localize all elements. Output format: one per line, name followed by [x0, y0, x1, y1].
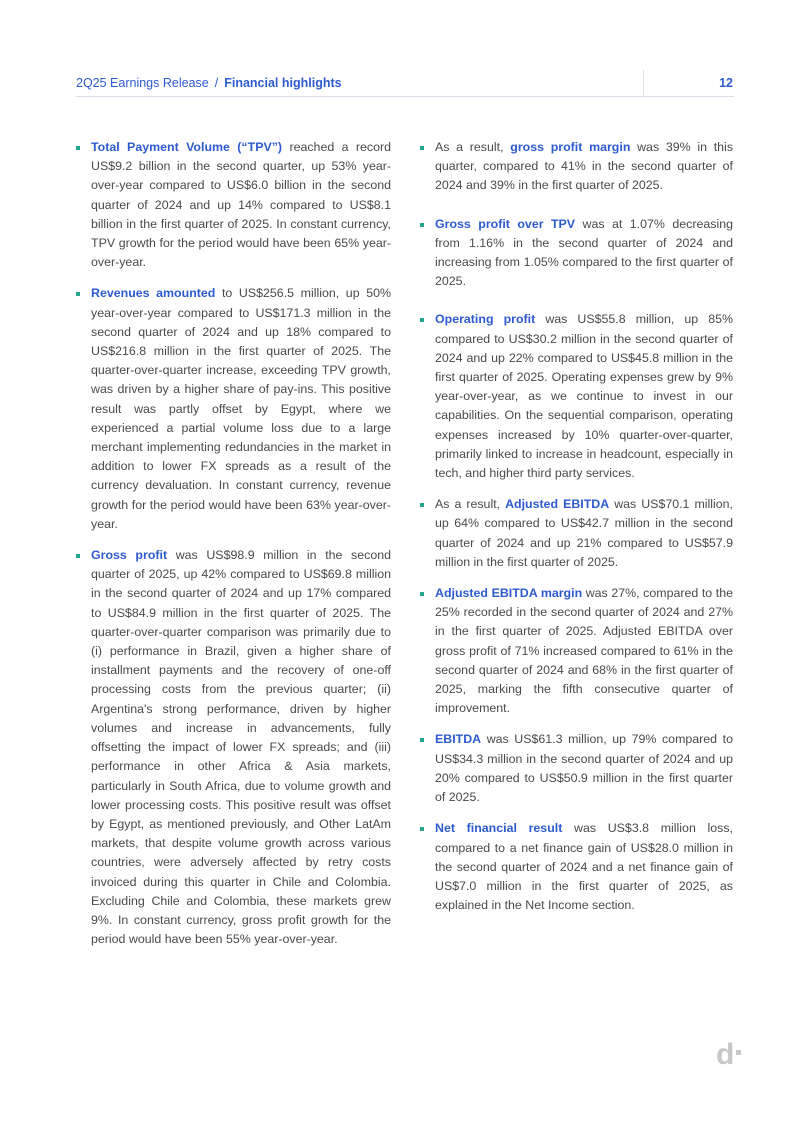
highlight-adjusted-ebitda	[420, 495, 733, 572]
paragraph	[91, 138, 391, 272]
highlight-term: Total Payment Volume (“TPV”)	[91, 140, 283, 154]
highlight-term: Revenues amounted	[91, 286, 216, 301]
paragraph-text: reached a record US$9.2 billion in the second quarter, up 53% year-over-year compared to US$6.0 billion in the second quarter of 2024 and up 14% compared to US$8.1 billion in the first quarter of 2025. In constant currency, TPV growth for the period would have been 65% year-over-year.	[91, 140, 391, 270]
paragraph-text: was US$55.8 million, up 85% compared to US$30.2 million in the second quarter of 2024 and up 22% compared to US$45.8 million in the first quarter of 2025. Operating expenses grew by 9% year-over-year, as we continue to invest in our capabilities. On the sequential comparison, operating expenses increased by 10% quarter-over-quarter, primarily linked to increase in headcount, especially in tech, and higher third party services.	[435, 312, 733, 481]
bullet-icon	[420, 738, 424, 742]
bullet-icon	[420, 827, 424, 831]
paragraph	[435, 819, 733, 915]
left-column	[76, 138, 391, 949]
paragraph	[435, 138, 733, 196]
bullet-icon	[420, 318, 424, 322]
highlight-term: gross profit margin	[510, 140, 631, 154]
highlight-tpv	[76, 138, 391, 272]
highlight-term: Gross profit over TPV	[435, 216, 576, 231]
breadcrumb	[76, 76, 342, 90]
page-number: 12	[719, 76, 733, 90]
highlight-gross-profit-margin	[420, 138, 733, 196]
highlight-operating-profit	[420, 310, 733, 483]
paragraph	[435, 584, 733, 718]
section-title: Financial highlights	[224, 76, 342, 90]
bullet-icon	[76, 554, 80, 558]
bullet-icon	[420, 223, 424, 227]
paragraph-text: was 39% in this quarter, compared to 41% in the second quarter of 2024 and 39% in the first quarter of 2025.	[435, 140, 734, 193]
highlight-revenues	[76, 284, 391, 534]
paragraph	[91, 284, 391, 534]
logo-letter: d	[716, 1038, 734, 1071]
highlight-net-financial-result	[420, 819, 733, 915]
bullet-icon	[420, 503, 424, 507]
paragraph-text: was at 1.07% decreasing from 1.16% in the second quarter of 2024 and increasing from 1.05% compared to the first quarter of 2025.	[435, 216, 733, 289]
brand-logo	[716, 1040, 741, 1070]
highlight-term: EBITDA	[435, 732, 482, 747]
highlight-adjusted-ebitda-margin	[420, 584, 733, 718]
bullet-icon	[76, 146, 80, 150]
report-title: 2Q25 Earnings Release	[76, 76, 209, 90]
bullet-icon	[420, 146, 424, 150]
paragraph-text: was US$3.8 million loss, compared to a net finance gain of US$28.0 million in the second quarter of 2024 and a net finance gain of US$7.0 million in the first quarter of 2025, as explained in the Net Income section.	[435, 821, 733, 913]
page-header	[76, 70, 734, 97]
highlight-gross-profit-over-tpv	[420, 215, 733, 292]
highlight-term: Operating profit	[435, 312, 536, 327]
paragraph	[91, 546, 391, 949]
paragraph-prefix: As a result,	[435, 140, 511, 154]
logo-dot-icon	[736, 1050, 741, 1055]
paragraph-text: was US$70.1 million, up 64% compared to US$42.7 million in the second quarter of 2024 and up 21% compared to US$57.9 million in the first quarter of 2025.	[435, 497, 733, 569]
highlight-ebitda	[420, 730, 733, 807]
highlight-term: Gross profit	[91, 548, 168, 563]
bullet-icon	[420, 592, 424, 596]
highlight-gross-profit	[76, 546, 391, 949]
paragraph	[435, 310, 733, 483]
paragraph-text: was US$61.3 million, up 79% compared to US$34.3 million in the second quarter of 2024 and up 20% compared to US$50.9 million in the first quarter of 2025.	[435, 732, 733, 805]
breadcrumb-separator: /	[214, 76, 219, 90]
paragraph-prefix: As a result,	[435, 497, 506, 512]
paragraph	[435, 215, 733, 292]
paragraph	[435, 495, 733, 572]
paragraph-text: was US$98.9 million in the second quarter of 2025, up 42% compared to US$69.8 million in the second quarter of 2024 and up 17% compared to US$84.9 million in the first quarter of 2025. The quarter-over-quarter comparison was primarily due to (i) performance in Brazil, given a higher share of installment payments and the recovery of one-off processing costs from the previous quarter; (ii) Argentina's strong performance, driven by higher volumes and increase in advancements, fully offsetting the impact of lower FX spreads; and (iii) performance in other Africa & Asia markets, particularly in South Africa, due to volume growth and lower processing costs. This positive result was offset by Egypt, as mentioned previously, and Other LatAm markets, that despite volume growth across various countries, were adversely affected by retry costs invoiced during this quarter in Chile and Colombia. Excluding Chile and Colombia, these markets grew 9%. In constant currency, gross profit growth for the period would have been 55% year-over-year.	[91, 548, 391, 947]
header-divider	[643, 70, 644, 96]
right-column	[420, 138, 733, 915]
paragraph-text: to US$256.5 million, up 50% year-over-year compared to US$171.3 million in the second quarter of 2024 and up 18% compared to US$216.8 million in the first quarter of 2025. The quarter-over-quarter increase, exceeding TPV growth, was driven by a higher share of pay-ins. This positive result was partly offset by Egypt, where we experienced a partial volume loss due to a large merchant implementing redundancies in the market in addition to lower FX spreads as a result of the currency devaluation. In constant currency, revenue growth for the period would have been 63% year-over-year.	[91, 286, 392, 531]
highlight-term: Net financial result	[435, 821, 563, 836]
highlight-term: Adjusted EBITDA margin	[435, 586, 583, 601]
paragraph-text: was 27%, compared to the 25% recorded in the second quarter of 2024 and 27% in the first quarter of 2025. Adjusted EBITDA over gross profit of 71% increased compared to 61% in the second quarter of 2024 and 68% in the first quarter of 2025, marking the fifth consecutive quarter of improvement.	[435, 586, 733, 716]
bullet-icon	[76, 292, 80, 296]
highlight-term: Adjusted EBITDA	[505, 497, 610, 512]
paragraph	[435, 730, 733, 807]
